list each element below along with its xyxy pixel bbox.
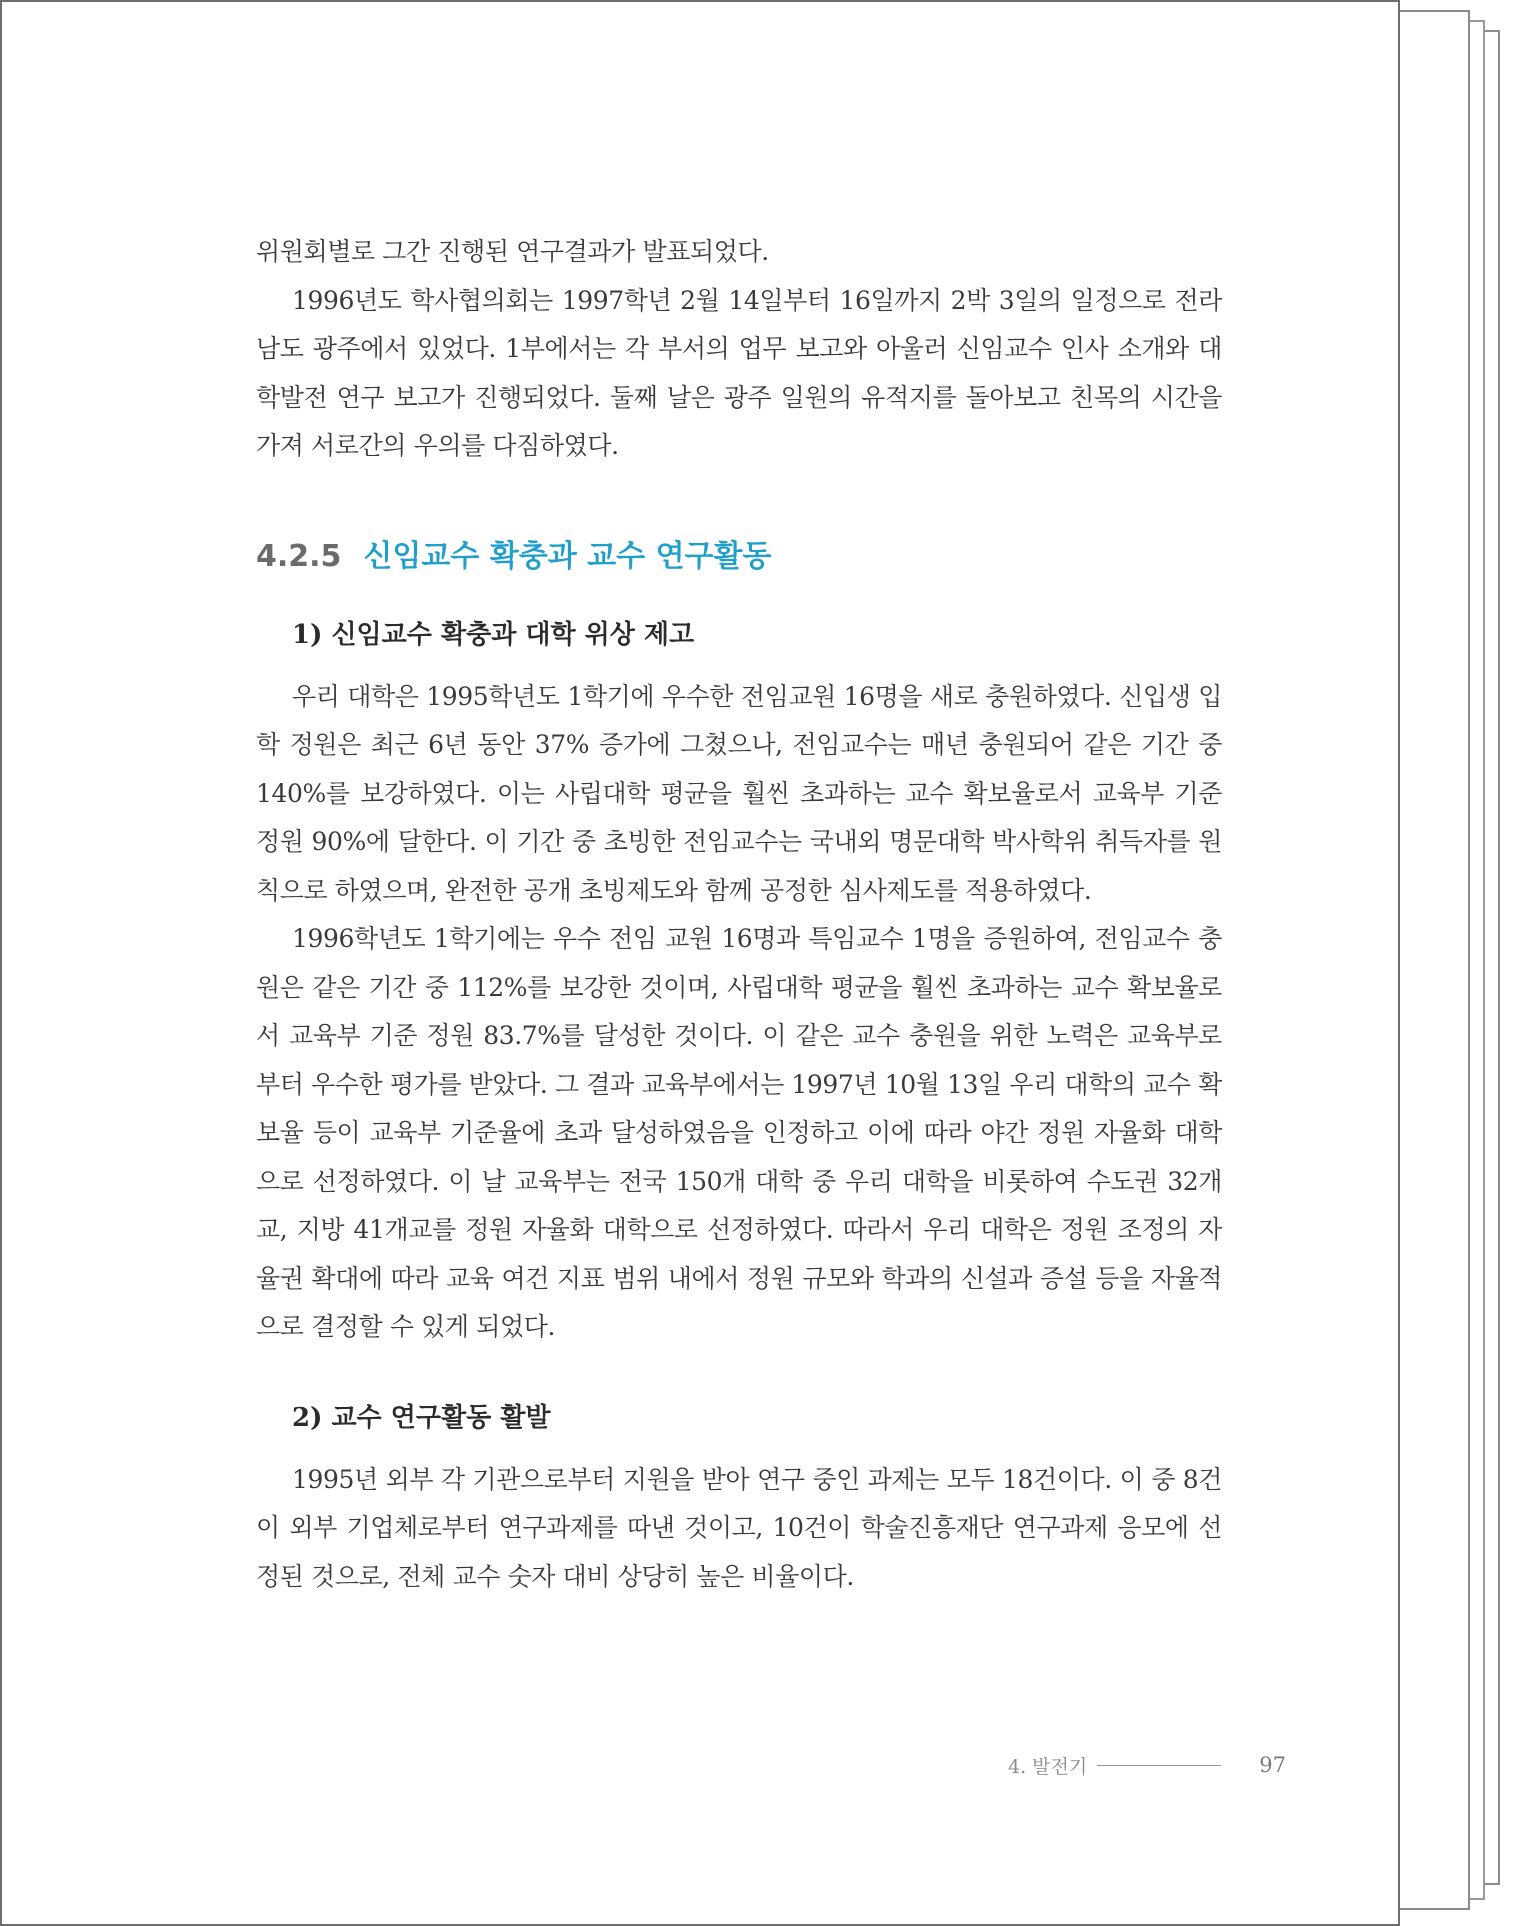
- footer-rule: [1097, 1765, 1221, 1766]
- page-content: [256, 228, 1222, 1601]
- page-number: 97: [1259, 1753, 1286, 1777]
- body-paragraph: 1996년도 학사협의회는 1997학년 2월 14일부터 16일까지 2박 3일의 일정으로 전라남도 광주에서 있었다. 1부에서는 각 부서의 업무 보고와 아울러 신임교수 인사 소개와 대학발전 연구 보고가 진행되었다. 둘째 날은 광주 일원의 유적지를 돌아보고 친목의 시간을 가져 서로간의 우의를 다짐하였다.: [256, 285, 1222, 460]
- subsection-heading: 2) 교수 연구활동 활발: [292, 1402, 551, 1433]
- body-paragraph: 우리 대학은 1995학년도 1학기에 우수한 전임교원 16명을 새로 충원하였다. 신입생 입학 정원은 최근 6년 동안 37% 증가에 그쳤으나, 전임교수는 매년 충원되어 같은 기간 중 140%를 보강하였다. 이는 사립대학 평균을 훨씬 초과하는 교수 확보율로서 교육부 기준 정원 90%에 달한다. 이 기간 중 초빙한 전임교수는 국내외 명문대학 박사학위 취득자를 원칙으로 하였으며, 완전한 공개 초빙제도와 함께 공정한 심사제도를 적용하였다.: [256, 681, 1222, 905]
- section-title: 신임교수 확충과 교수 연구활동: [363, 538, 772, 574]
- footer-chapter: 4. 발전기: [1008, 1755, 1088, 1778]
- section-number: 4.2.5: [256, 538, 342, 574]
- section-heading: [256, 535, 1222, 579]
- body-paragraph: 위원회별로 그간 진행된 연구결과가 발표되었다.: [256, 237, 769, 266]
- subsection-heading: 1) 신임교수 확충과 대학 위상 제고: [292, 619, 695, 650]
- page-footer: [1008, 1750, 1288, 1780]
- body-paragraph: 1996학년도 1학기에는 우수 전임 교원 16명과 특임교수 1명을 증원하여, 전임교수 충원은 같은 기간 중 112%를 보강한 것이며, 사립대학 평균을 훨씬 초과하는 교수 확보율로서 교육부 기준 정원 83.7%를 달성한 것이다. 이 같은 교수 충원을 위한 노력은 교육부로부터 우수한 평가를 받았다. 그 결과 교육부에서는 1997년 10월 13일 우리 대학의 교수 확보율 등이 교육부 기준율에 초과 달성하였음을 인정하고 이에 따라 야간 정원 자율화 대학으로 선정하였다. 이 날 교육부는 전국 150개 대학 중 우리 대학을 비롯하여 수도권 32개교, 지방 41개교를 정원 자율화 대학으로 선정하였다. 따라서 우리 대학은 정원 조정의 자율권 확대에 따라 교육 여건 지표 범위 내에서 정원 규모와 학과의 신설과 증설 등을 자율적으로 결정할 수 있게 되었다.: [256, 924, 1222, 1341]
- body-paragraph: 1995년 외부 각 기관으로부터 지원을 받아 연구 중인 과제는 모두 18건이다. 이 중 8건이 외부 기업체로부터 연구과제를 따낸 것이고, 10건이 학술진흥재단 연구과제 응모에 선정된 것으로, 전체 교수 숫자 대비 상당히 높은 비율이다.: [256, 1464, 1222, 1591]
